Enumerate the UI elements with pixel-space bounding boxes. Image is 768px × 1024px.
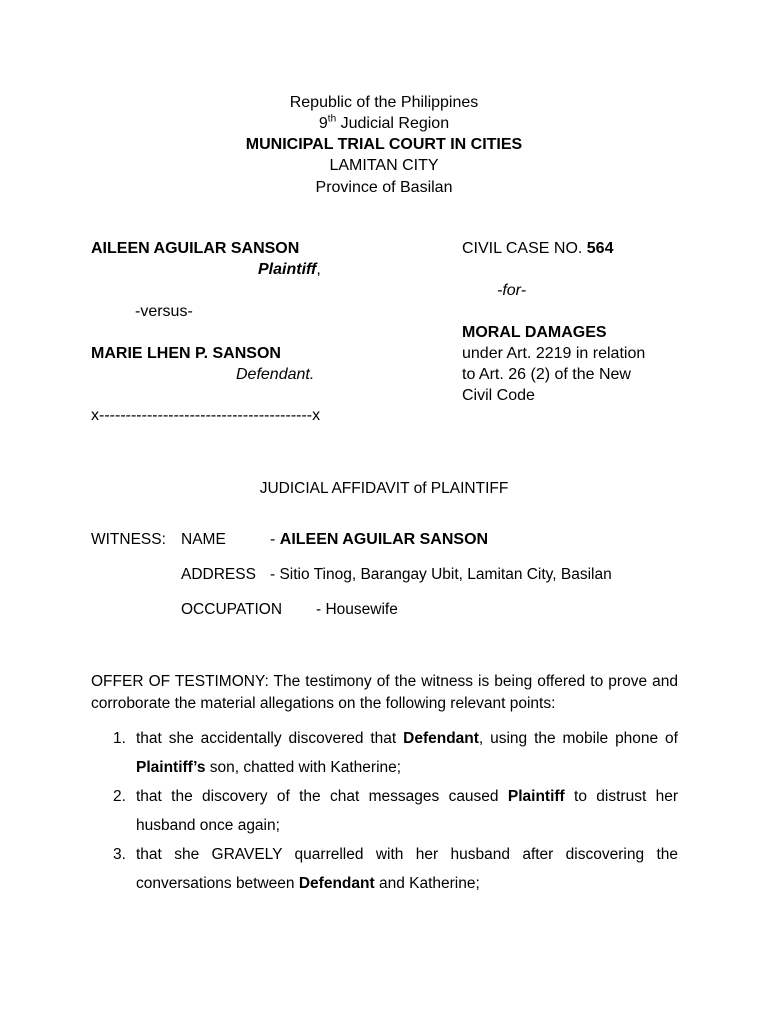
legal-basis-line1: under Art. 2219 in relation <box>462 345 646 362</box>
point-text: that the discovery of the chat messages caused <box>136 788 508 805</box>
list-item-text <box>136 840 678 898</box>
header-region <box>0 114 768 134</box>
list-item-number: 2. <box>113 788 126 805</box>
case-number-line <box>462 239 613 259</box>
point-text: to distrust her husband once again; <box>136 788 678 834</box>
list-item-text <box>136 782 678 840</box>
point-text: , using the mobile phone of <box>478 730 678 747</box>
region-text: Judicial Region <box>336 115 450 132</box>
list-item-text <box>136 724 678 782</box>
caption-divider: x----------------------------------------x <box>91 407 321 424</box>
witness-name <box>270 530 488 550</box>
witness-name-dash: - <box>270 531 280 548</box>
region-number: 9 <box>318 115 328 132</box>
point-text: that she GRAVELY quarrelled with her husband after discovering the conversations between <box>136 846 678 892</box>
case-number-label: CIVIL CASE NO. <box>462 240 587 257</box>
point-text: that she accidentally discovered that <box>136 730 404 747</box>
point-text: and Katherine; <box>374 875 480 892</box>
defendant-role: Defendant. <box>236 366 315 383</box>
action-title: MORAL DAMAGES <box>462 324 607 341</box>
point-text: son, chatted with Katherine; <box>205 759 402 776</box>
defendant-name: MARIE LHEN P. SANSON <box>91 345 281 362</box>
document-title: JUDICIAL AFFIDAVIT of PLAINTIFF <box>259 480 509 497</box>
witness-label: WITNESS: <box>91 531 166 548</box>
header-court: MUNICIPAL TRIAL COURT IN CITIES <box>245 136 523 153</box>
header-province: Province of Basilan <box>315 179 453 196</box>
header-city: LAMITAN CITY <box>329 157 439 174</box>
header-republic: Republic of the Philippines <box>289 94 479 111</box>
point-emphasis: Plaintiff’s <box>136 759 206 776</box>
point-emphasis: Defendant <box>403 730 479 747</box>
offer-of-testimony: OFFER OF TESTIMONY: The testimony of the witness is being offered to prove and corroborate the material allegations on the following relevant points: <box>91 673 678 712</box>
plaintiff-name: AILEEN AGUILAR SANSON <box>91 240 300 257</box>
witness-address: - Sitio Tinog, Barangay Ubit, Lamitan City, Basilan <box>270 566 612 583</box>
list-item-number: 3. <box>113 846 126 863</box>
region-superscript: th <box>327 113 337 125</box>
for-label: -for- <box>497 282 527 299</box>
plaintiff-role-label: Plaintiff <box>258 261 317 278</box>
witness-occupation: - Housewife <box>316 601 398 618</box>
plaintiff-role-comma: , <box>316 261 321 278</box>
witness-address-label: ADDRESS <box>181 566 256 583</box>
witness-name-label: NAME <box>181 531 226 548</box>
witness-occupation-label: OCCUPATION <box>181 601 283 618</box>
legal-basis-line3: Civil Code <box>462 387 535 404</box>
legal-basis-line2: to Art. 26 (2) of the New <box>462 366 631 383</box>
point-emphasis: Plaintiff <box>507 788 565 805</box>
case-number: 564 <box>586 240 614 257</box>
versus-label: -versus- <box>135 303 193 320</box>
witness-name-value: AILEEN AGUILAR SANSON <box>279 531 489 548</box>
list-item-number: 1. <box>113 730 126 747</box>
plaintiff-role <box>258 260 321 280</box>
point-emphasis: Defendant <box>298 875 375 892</box>
